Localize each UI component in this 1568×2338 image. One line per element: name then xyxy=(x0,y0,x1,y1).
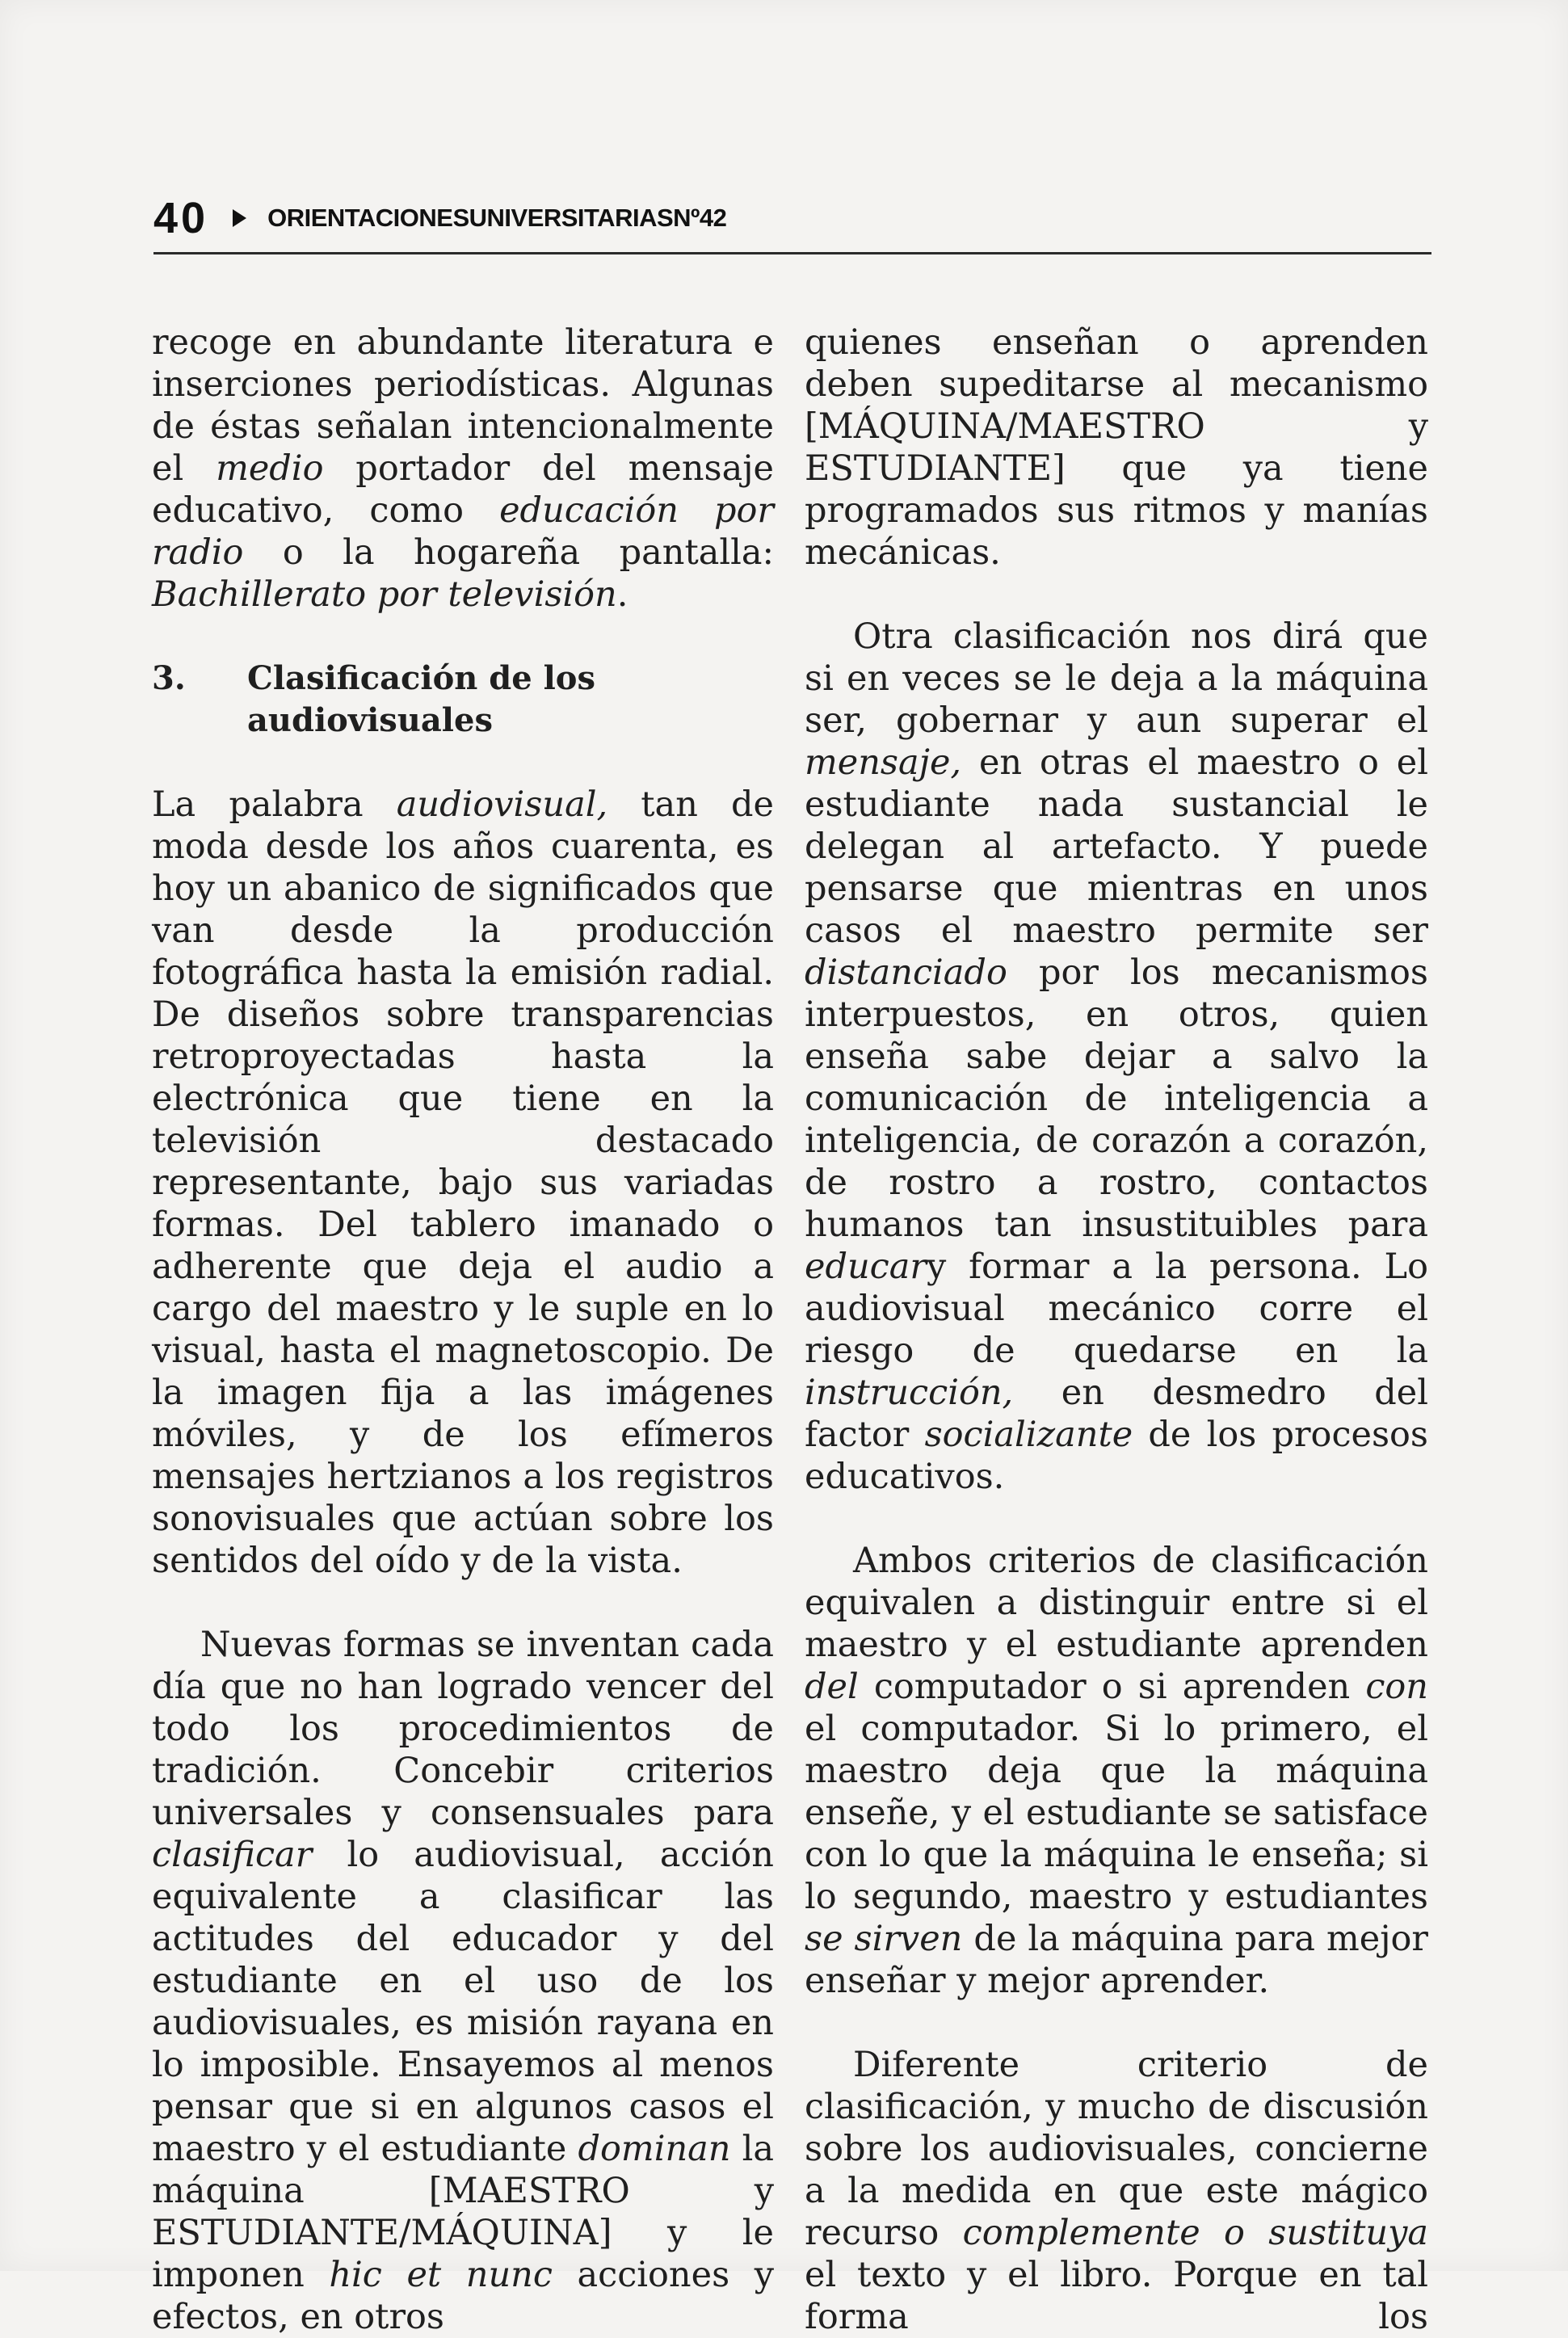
section-number: 3. xyxy=(152,659,186,697)
text-run: recoge en abundante literatura e inserciones periodísticas. Algunas de éstas señalan intencionalmente el xyxy=(152,322,774,489)
text-run: en otras el maestro o el estudiante nada sustancial le delegan al artefacto. Y puede pensarse que mientras en unos casos el maestro permite ser xyxy=(805,742,1428,951)
italic-run: distanciado xyxy=(805,952,1007,993)
text-run: o la hogareña pantalla: xyxy=(243,532,774,573)
italic-run: hic et nunc xyxy=(329,2255,553,2295)
italic-run: socializante xyxy=(924,1415,1133,1455)
text-run: por los mecanismos interpuestos, en otros, quien enseña sabe dejar a salvo la comunicación de inteligencia a inteligencia, de corazón a corazón, de rostro a rostro, contactos humanos tan insustituibles para xyxy=(805,952,1428,1245)
text-run: Nuevas formas se inventan cada día que no han logrado vencer del todo los procedimientos de tradición. Concebir criterios universales y consensuales para xyxy=(152,1625,774,1833)
text-run: acciones y efectos, en otros xyxy=(152,2255,775,2337)
text-run: La palabra xyxy=(152,784,397,825)
italic-run: medio xyxy=(216,448,324,489)
section-title: Clasificación de los audiovisuales xyxy=(247,659,595,739)
text-run: y formar a la persona. Lo audiovisual mecánico corre el riesgo de quedarse en la xyxy=(805,1247,1428,1371)
text-run: Otra clasificación nos dirá que si en veces se le deja a la máquina ser, gobernar y aun superar el xyxy=(805,616,1428,741)
journal-title: ORIENTACIONESUNIVERSITARIASNº42 xyxy=(267,204,727,232)
italic-run: se sirven xyxy=(805,1919,963,1959)
paragraph xyxy=(152,1624,774,2338)
italic-run: Bachillerato por televisión xyxy=(152,574,617,615)
italic-run: instrucción, xyxy=(805,1373,1014,1413)
text-run: el computador. Si lo primero, el maestro deja que la máquina enseñe, y el estudiante se satisface con lo que la máquina le enseña; si lo segundo, maestro y estudiantes xyxy=(805,1709,1428,1917)
text-run: tan de moda desde los años cuarenta, es hoy un abanico de significados que van desde la producción fotográfica hasta la emisión radial. De diseños sobre transparencias retroproyectadas hasta la electrónica que tiene en la televisión destacado representante, bajo sus variadas formas. Del tablero imanado o adherente que deja el audio a cargo del maestro y le suple en lo visual, hasta el magnetoscopio. De la imagen fija a las imágenes móviles, y de los efímeros mensajes hertzianos a los registros sonovisuales que actúan sobre los sentidos del oído y de la vista. xyxy=(152,784,775,1581)
italic-run: audiovisual, xyxy=(396,784,608,825)
text-run: de los procesos educativos. xyxy=(805,1415,1428,1497)
italic-run: educar xyxy=(805,1247,927,1287)
header-rule xyxy=(153,252,1431,254)
text-run: portador del mensaje educativo, como xyxy=(152,448,774,531)
text-run: Diferente criterio de clasificación, y mucho de discusión sobre los audiovisuales, concierne a la medida en que este mágico recurso xyxy=(805,2045,1428,2253)
text-run: lo audiovisual, acción equivalente a clasificar las actitudes del educador y del estudiante en el uso de los audiovisuales, es misión rayana en lo imposible. Ensayemos al menos pensar que si en algunos casos el maestro y el estudiante xyxy=(152,1835,774,2169)
page-number: 40 xyxy=(153,194,209,242)
text-run: Ambos criterios de clasificación equivalen a distinguir entre si el maestro y el estudiante aprenden xyxy=(805,1541,1428,1665)
section-heading xyxy=(152,658,774,742)
italic-run: del xyxy=(805,1667,859,1707)
italic-run: complemente o sustituya xyxy=(962,2213,1428,2253)
italic-run: mensaje, xyxy=(805,742,962,783)
text-run: computador o si aprenden xyxy=(858,1667,1366,1707)
text-run: en desmedro del factor xyxy=(805,1373,1428,1455)
right-column xyxy=(805,322,1428,2338)
text-run: de la máquina para mejor enseñar y mejor aprender. xyxy=(805,1919,1428,2001)
italic-run: educación por radio xyxy=(152,490,774,573)
right-triangle-icon xyxy=(233,209,246,227)
text-run: el texto y el libro. Porque en tal forma los xyxy=(805,2255,1428,2337)
text-run: quienes enseñan o aprenden deben supeditarse al mecanismo [MÁQUINA/MAESTRO y ESTUDIANTE] que ya tiene programados sus ritmos y manías mecánicas. xyxy=(805,322,1428,573)
paragraph xyxy=(805,322,1428,574)
paragraph xyxy=(805,616,1428,1498)
running-header xyxy=(153,186,1430,250)
paragraph xyxy=(152,322,774,616)
italic-run: clasificar xyxy=(152,1835,313,1875)
left-column xyxy=(152,322,774,2338)
italic-run: con xyxy=(1365,1667,1428,1707)
italic-run: dominan xyxy=(578,2129,731,2169)
paragraph xyxy=(805,1540,1428,2002)
paragraph xyxy=(805,2044,1428,2338)
text-run: la máquina [MAESTRO y ESTUDIANTE/MÁQUINA] y le imponen xyxy=(152,2129,774,2295)
paragraph xyxy=(152,784,774,1582)
text-run: . xyxy=(616,574,628,615)
